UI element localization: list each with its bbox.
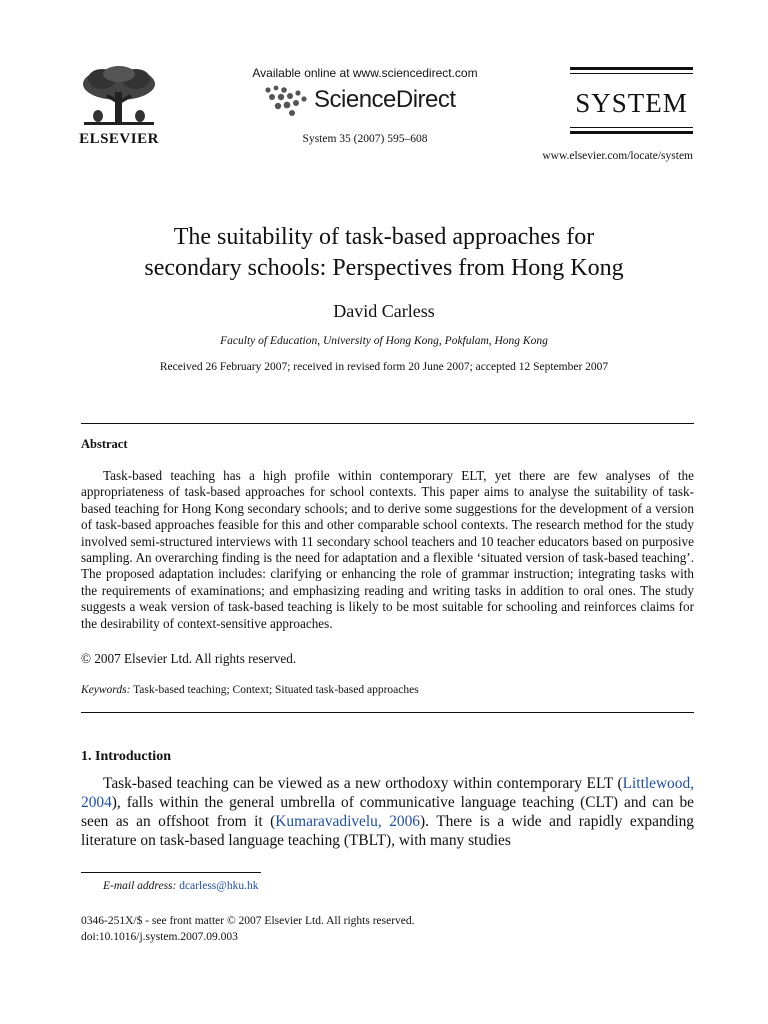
article-dates: Received 26 February 2007; received in revised form 20 June 2007; accepted 12 September 2007 xyxy=(159,361,609,373)
journal-rule xyxy=(570,131,693,134)
keywords-list: Task-based teaching; Context; Situated task-based approaches xyxy=(133,684,419,696)
author-name: David Carless xyxy=(333,301,435,321)
front-matter xyxy=(81,913,415,945)
abstract-text xyxy=(81,468,694,632)
intro-text-span: Task-based teaching can be viewed as a new orthodoxy within contemporary ELT ( xyxy=(103,775,623,792)
journal-url-link[interactable]: www.elsevier.com/locate/system xyxy=(542,150,693,162)
section-heading-introduction: 1. Introduction xyxy=(81,749,171,764)
intro-text-span: ), falls within the general umbrella of communicative language teaching (CLT) and can be seen as an offshoot from it ( xyxy=(81,794,694,830)
journal-name: SYSTEM xyxy=(575,88,688,118)
article-title xyxy=(60,222,708,284)
journal-rule xyxy=(570,127,693,128)
intro-text-span: ). There is a wide and rapidly expanding literature on task-based language teaching (TBLT), with many studies xyxy=(81,813,694,849)
introduction-text xyxy=(81,774,694,850)
available-online-text: Available online at www.sciencedirect.com xyxy=(252,66,478,80)
title-line: secondary schools: Perspectives from Hong Kong xyxy=(144,255,624,281)
journal-rule xyxy=(570,73,693,74)
citation-link-kumaravadivelu[interactable]: Kumaravadivelu, 2006 xyxy=(275,813,420,830)
keywords-label: Keywords: xyxy=(81,684,131,696)
email-link[interactable]: dcarless@hku.hk xyxy=(179,880,259,892)
citation-link-littlewood[interactable]: Littlewood, 2004 xyxy=(81,775,694,811)
abstract-paragraph: Task-based teaching has a high profile within contemporary ELT, yet there are few analyses of the appropriateness of task-based approaches for school contexts. This paper aims to analyse the suitability of task-based teaching for Hong Kong secondary schools; and to derive some suggestions for the development of a version of task-based approaches feasible for this and other comparable school contexts. The research method for the study involved semi-structured interviews with 11 secondary school teachers and 10 teacher educators based on purposive sampling. An overarching finding is the need for adaptation and a flexible ‘situated version of task-based teaching’. The proposed adaptation includes: clarifying or enhancing the role of grammar instruction; integrating tasks with the requirements of examinations; and emphasizing reading and writing tasks in addition to oral ones. The study suggests a weak version of task-based teaching is likely to be most suitable for schooling and reinforces claims for the desirability of context-sensitive approaches. xyxy=(81,468,694,631)
title-line: The suitability of task-based approaches for xyxy=(173,224,595,250)
doi-line[interactable]: doi:10.1016/j.system.2007.09.003 xyxy=(81,931,238,943)
abstract-heading: Abstract xyxy=(81,437,128,451)
keywords xyxy=(81,684,419,696)
journal-citation: System 35 (2007) 595–608 xyxy=(302,133,428,145)
abstract-copyright: © 2007 Elsevier Ltd. All rights reserved. xyxy=(81,651,297,666)
section-divider xyxy=(81,712,694,713)
publisher-name: ELSEVIER xyxy=(79,131,159,147)
sciencedirect-logo xyxy=(262,82,472,122)
sciencedirect-wordmark: ScienceDirect xyxy=(314,86,456,113)
footnote-rule xyxy=(81,872,261,873)
introduction-paragraph xyxy=(81,774,694,850)
sciencedirect-dots-icon xyxy=(262,84,310,118)
footnote-label: E-mail address: xyxy=(103,880,177,892)
section-divider xyxy=(81,423,694,424)
footnote xyxy=(103,880,259,892)
author-affiliation: Faculty of Education, University of Hong Kong, Pokfulam, Hong Kong xyxy=(220,335,548,347)
issn-line: 0346-251X/$ - see front matter © 2007 Elsevier Ltd. All rights reserved. xyxy=(81,915,415,927)
journal-rule xyxy=(570,67,693,70)
